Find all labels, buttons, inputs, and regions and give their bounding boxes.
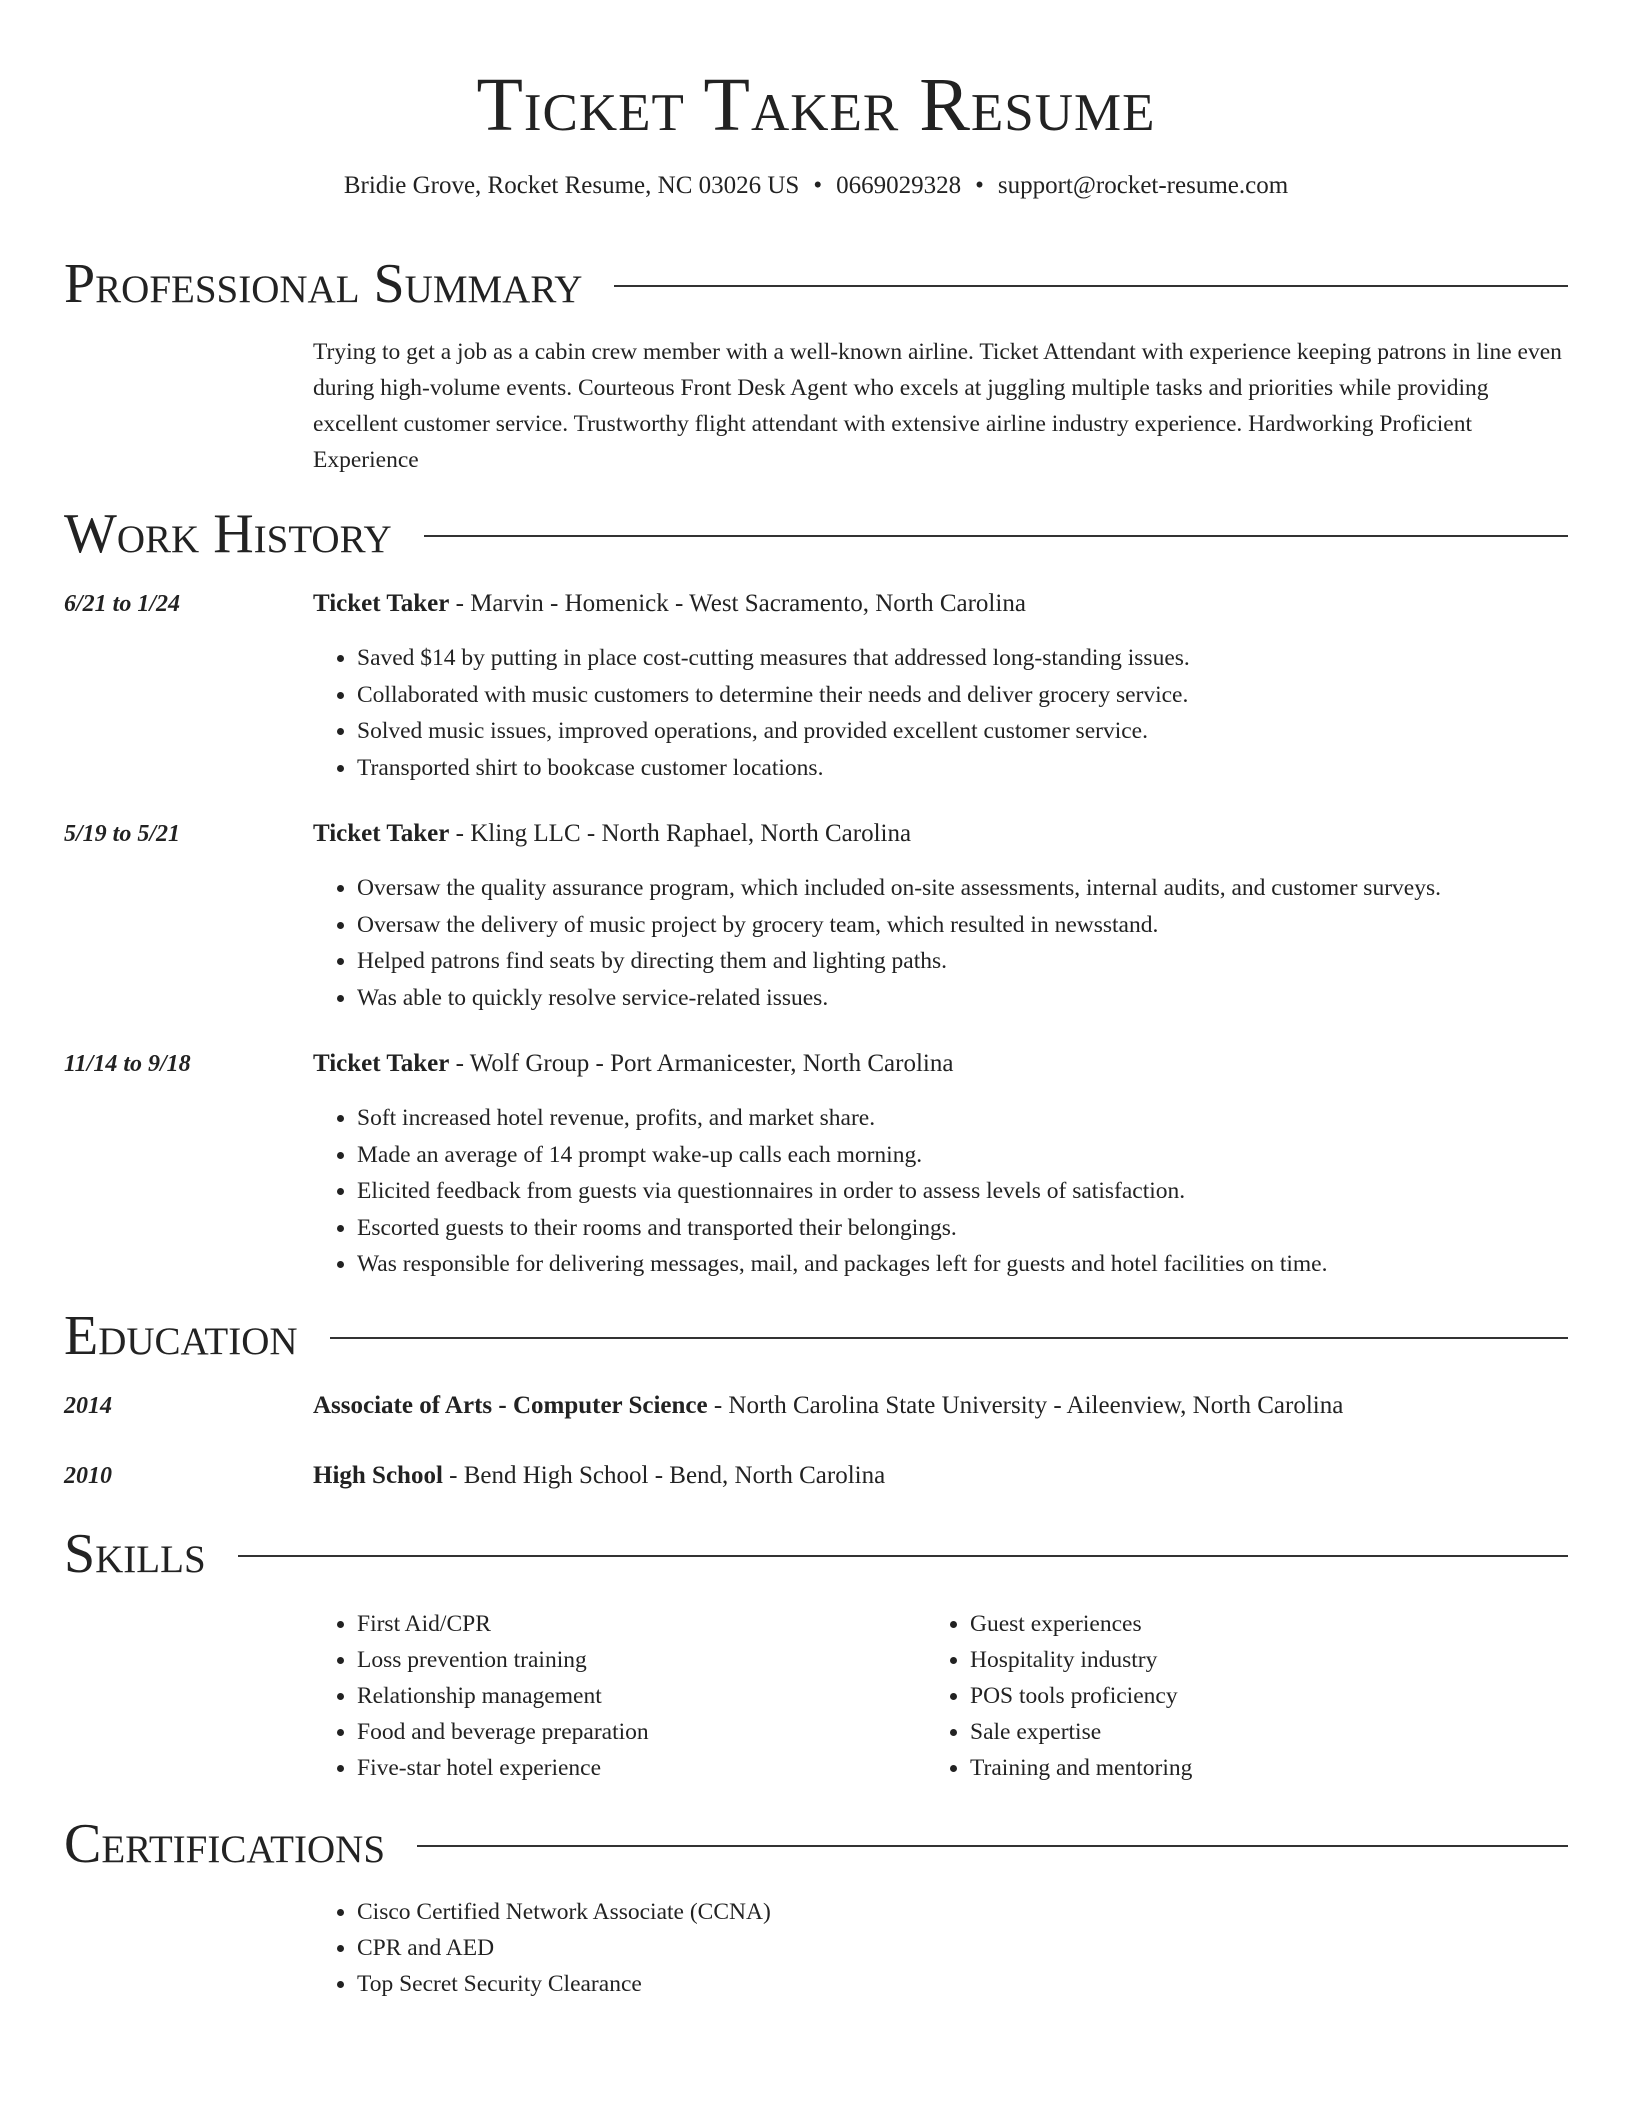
- summary-text: Trying to get a job as a cabin crew member with a well-known airline. Ticket Attendant with experience keeping patrons in line even during high-volume events. Courteous Front Desk Agent who excels at juggling multiple tasks and priorities while providing excellent customer service. Trustworthy flight attendant with extensive airline industry experience. Hardworking Proficient Experience: [313, 339, 1562, 473]
- section-divider: [330, 1337, 1568, 1339]
- job-date: 6/21 to 1/24: [64, 591, 181, 617]
- certifications-list: [313, 1894, 1257, 2002]
- job-bullet: • Was responsible for delivering messages, mail, and packages left for guests and hotel facilities on time.: [357, 1246, 1568, 1283]
- page-title: Ticket Taker Resume: [476, 63, 1156, 147]
- section-title: Skills: [64, 1523, 206, 1585]
- contact-separator: •: [813, 172, 823, 199]
- contact-separator: •: [975, 172, 984, 199]
- certification-item: • Top Secret Security Clearance: [357, 1966, 1257, 2002]
- job-bullet: • Made an average of 14 prompt wake-up calls each morning.: [357, 1137, 1568, 1174]
- job-bullet: • Solved music issues, improved operations, and provided excellent customer service.: [357, 713, 1568, 750]
- section-divider: [614, 285, 1568, 287]
- section-work-heading: [64, 502, 1568, 566]
- job-role: Ticket Taker: [313, 820, 450, 847]
- skill-item: • Relationship management: [357, 1678, 917, 1714]
- job-role: Ticket Taker: [313, 1050, 450, 1077]
- skill-item: • First Aid/CPR: [357, 1606, 917, 1642]
- education-degree: High School: [313, 1462, 443, 1489]
- section-divider: [417, 1845, 1568, 1847]
- section-divider: [424, 535, 1568, 537]
- job-bullet: • Oversaw the delivery of music project by grocery team, which resulted in newsstand.: [357, 907, 1568, 944]
- job-bullet: • Oversaw the quality assurance program, which included on-site assessments, internal audits, and customer surveys.: [357, 870, 1568, 907]
- section-skills-heading: [64, 1522, 1568, 1586]
- certification-item: • Cisco Certified Network Associate (CCNA): [357, 1894, 1257, 1930]
- skill-item: • Loss prevention training: [357, 1642, 917, 1678]
- contact-email: support@rocket-resume.com: [997, 172, 1289, 199]
- education-date: 2010: [64, 1463, 112, 1489]
- skill-item: • POS tools proficiency: [970, 1678, 1530, 1714]
- job-header: [313, 818, 1568, 850]
- section-title: Professional Summary: [64, 253, 583, 315]
- job-bullet: • Helped patrons find seats by directing them and lighting paths.: [357, 943, 1568, 980]
- section-divider: [238, 1555, 1568, 1557]
- job-bullet: • Elicited feedback from guests via questionnaires in order to assess levels of satisfaction.: [357, 1173, 1568, 1210]
- job-bullet: • Soft increased hotel revenue, profits, and market share.: [357, 1100, 1568, 1137]
- job-details: - Wolf Group - Port Armanicester, North Carolina: [449, 1050, 954, 1077]
- section-summary-heading: [64, 252, 1568, 316]
- section-education-heading: [64, 1304, 1568, 1368]
- job-bullets: [313, 1100, 1568, 1283]
- job-bullet: • Transported shirt to bookcase customer locations.: [357, 750, 1568, 787]
- section-title: Certifications: [64, 1813, 386, 1875]
- job-header: [313, 588, 1568, 620]
- skill-item: • Food and beverage preparation: [357, 1714, 917, 1750]
- section-title: Work History: [64, 503, 392, 565]
- skill-item: • Training and mentoring: [970, 1750, 1530, 1786]
- job-role: Ticket Taker: [313, 590, 450, 617]
- section-title: Education: [64, 1305, 298, 1367]
- skills-list-right: [926, 1606, 1530, 1786]
- job-bullets: [313, 640, 1568, 786]
- job-bullets: [313, 870, 1568, 1016]
- education-date: 2014: [64, 1393, 112, 1419]
- contact-phone: 0669029328: [836, 172, 962, 199]
- section-certifications-heading: [64, 1812, 1568, 1876]
- education-header: [313, 1460, 1568, 1492]
- contact-line: [0, 172, 1632, 200]
- job-date: 11/14 to 9/18: [64, 1051, 191, 1077]
- skill-item: • Five-star hotel experience: [357, 1750, 917, 1786]
- job-bullet: • Escorted guests to their rooms and transported their belongings.: [357, 1210, 1568, 1247]
- skill-item: • Guest experiences: [970, 1606, 1530, 1642]
- skill-item: • Hospitality industry: [970, 1642, 1530, 1678]
- certification-item: • CPR and AED: [357, 1930, 1257, 1966]
- education-details: - Bend High School - Bend, North Carolina: [442, 1462, 886, 1489]
- education-header: [313, 1390, 1568, 1422]
- job-bullet: • Saved $14 by putting in place cost-cutting measures that addressed long-standing issues.: [357, 640, 1568, 677]
- job-header: [313, 1048, 1568, 1080]
- job-bullet: • Collaborated with music customers to determine their needs and deliver grocery service.: [357, 677, 1568, 714]
- skill-item: • Sale expertise: [970, 1714, 1530, 1750]
- skills-list-left: [313, 1606, 917, 1786]
- education-degree: Associate of Arts - Computer Science: [313, 1392, 708, 1419]
- job-date: 5/19 to 5/21: [64, 821, 181, 847]
- job-details: - Marvin - Homenick - West Sacramento, North Carolina: [449, 590, 1026, 617]
- job-details: - Kling LLC - North Raphael, North Carolina: [449, 820, 912, 847]
- contact-address: Bridie Grove, Rocket Resume, NC 03026 US: [343, 172, 800, 199]
- job-bullet: • Was able to quickly resolve service-related issues.: [357, 980, 1568, 1017]
- education-details: - North Carolina State University - Aileenview, North Carolina: [707, 1392, 1344, 1419]
